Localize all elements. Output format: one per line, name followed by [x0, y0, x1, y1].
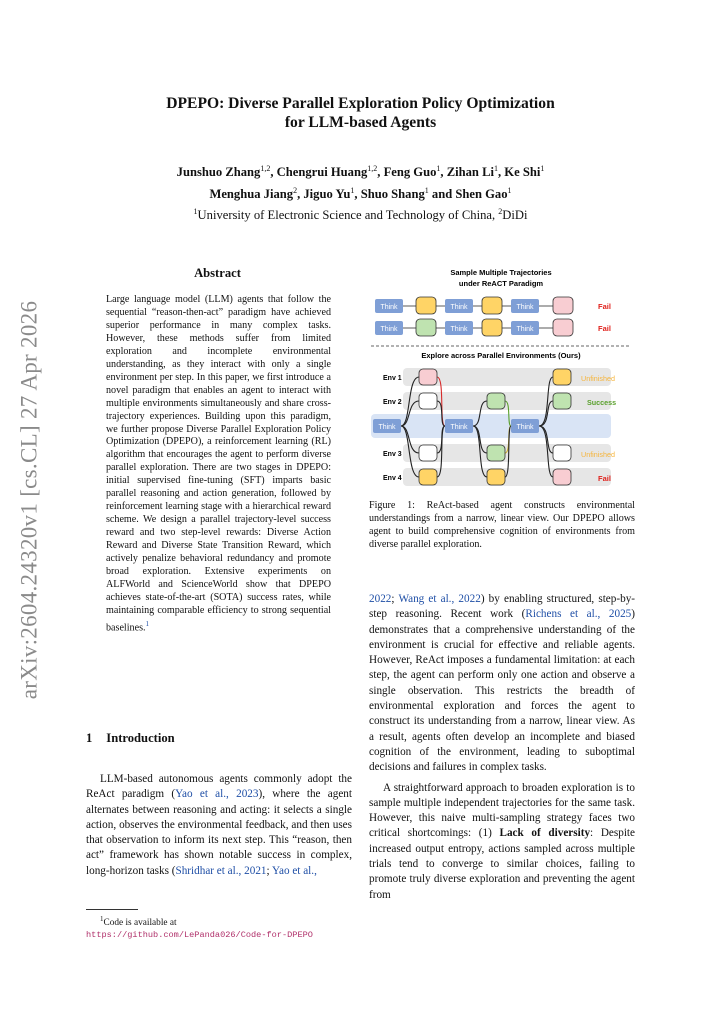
text-run: ;: [266, 864, 273, 877]
env-action-node: [487, 393, 505, 409]
action-node: [482, 319, 502, 336]
arxiv-identifier-text: arXiv:2604.24320v1 [cs.CL] 27 Apr 2026: [16, 300, 41, 700]
env-action-node: [487, 445, 505, 461]
text-run: LLM-based autonomous agents commonly adopt the ReAct paradigm (: [86, 773, 352, 801]
text-run: ) demonstrates that a comprehensive understanding of the environment is crucial for effective and reliable agents. However, ReAct imposes a fundamental limitation: at each step, the agent can perform only one action and observe a single observation. This restricts the breadth of environmental exploration and forces the agent to construct its understanding from a narrow, linear view. As a result, agents often develop an incomplete and biased cognition of the environment, leading to suboptimal decisions and failures in complex tasks.: [369, 608, 635, 774]
outcome-label: Fail: [598, 474, 611, 483]
env-label: Env 3: [383, 451, 402, 458]
env-action-node: [553, 445, 571, 461]
affiliation-mark: 1,2: [367, 164, 378, 173]
env-action-node: [419, 445, 437, 461]
author-line-1: Junshuo Zhang$^{1,2}$, Chengrui Huang$^{1,2}$, Feng Guo$^1$, Zihan Li$^1$, Ke Shi$^1$: [176, 164, 545, 180]
think-label: Think: [450, 304, 468, 311]
action-node: [416, 297, 436, 314]
citation-link[interactable]: 2022: [369, 593, 392, 605]
action-node: [553, 297, 573, 314]
author-line-2: Menghua Jiang$^2$, Jiguo Yu$^1$, Shuo Shang$^1$ and Shen Gao$^1$: [209, 185, 512, 201]
env-label: Env 1: [383, 375, 402, 382]
paragraph: [369, 592, 635, 776]
outcome-label: Unfinished: [581, 450, 615, 459]
author-name: Zihan Li: [446, 165, 494, 180]
react-trajectory-2: [375, 319, 611, 336]
footnote-mark: 1: [100, 915, 104, 923]
footnote: [86, 913, 352, 941]
action-node: [553, 319, 573, 336]
text-run: ;: [391, 593, 399, 605]
paper-title: [80, 94, 641, 132]
affiliation-1: University of Electronic Science and Technology of China,: [197, 208, 499, 223]
text-run: A straightforward approach to broaden exploration is to sample multiple independent trajectories for the same task. However, this naive multi-sampling strategy faces two critical shortcomings: (1): [369, 781, 635, 840]
author-name: Chengrui Huang: [276, 165, 368, 180]
env-action-node: [419, 369, 437, 385]
footnote-mark[interactable]: 1: [145, 619, 150, 628]
author-name: Menghua Jiang: [209, 186, 294, 201]
affiliation-2: DiDi: [502, 208, 528, 223]
bottom-panel-title: Explore across Parallel Environments (Ours): [421, 351, 581, 360]
section-number: 1: [86, 731, 93, 745]
text-run: ), where the agent alternates between reasoning and acting: it selects a single action, observes the environmental feedback, and then uses that observation to inform its next step. This “reason, then act” framework has shown notable success in complex, long-horizon tasks (: [86, 788, 352, 877]
think-label: Think: [516, 424, 534, 431]
think-label: Think: [450, 424, 468, 431]
action-node: [416, 319, 436, 336]
affiliation-mark: 2: [498, 207, 503, 217]
env-label: Env 2: [383, 399, 402, 406]
title-line-2: for LLM-based Agents: [284, 114, 437, 131]
affiliation-mark: 2: [293, 185, 298, 195]
citation-link[interactable]: Wang et al., 2022: [398, 593, 481, 605]
affiliation-mark: 1: [507, 185, 512, 195]
fail-label: Fail: [598, 302, 611, 311]
author-name: Feng Guo: [383, 165, 437, 180]
think-label: Think: [516, 326, 534, 333]
figure-diagram: [369, 262, 634, 492]
abstract-body: [106, 294, 331, 635]
citation-link[interactable]: Yao et al.,: [272, 864, 317, 877]
figure-1: [369, 262, 634, 492]
affiliation-mark: 1: [424, 185, 429, 195]
outcome-label: Unfinished: [581, 374, 615, 383]
think-label: Think: [450, 326, 468, 333]
think-label: Think: [380, 326, 398, 333]
affiliation-mark: 1: [436, 164, 441, 173]
affiliation-mark: 1,2: [260, 164, 271, 173]
title-line-1: DPEPO: Diverse Parallel Exploration Policy Optimization: [166, 95, 555, 112]
think-label: Think: [380, 304, 398, 311]
outcome-label: Success: [587, 398, 617, 407]
affiliation-mark: 1: [540, 164, 545, 173]
code-link[interactable]: https://github.com/LePanda026/Code-for-DPEPO: [86, 930, 313, 941]
author-block: [80, 160, 641, 225]
env-label: Env 4: [383, 475, 402, 482]
react-trajectory-1: [375, 297, 611, 314]
env-action-node: [419, 469, 437, 485]
citation-link[interactable]: Yao et al., 2023: [175, 788, 259, 801]
env-action-node: [553, 393, 571, 409]
section-title: Introduction: [106, 731, 175, 745]
author-name: Jiguo Yu: [303, 186, 351, 201]
affiliation-mark: 1: [493, 164, 498, 173]
text-run: : Despite increased output entropy, actions sampled across multiple trials tend to converge to similar choices, failing to promote truly diverse exploration and preventing the agent from: [369, 827, 635, 901]
citation-link[interactable]: Shridhar et al., 2021: [175, 864, 267, 877]
section-heading: [86, 731, 175, 746]
top-panel-title: Sample Multiple Trajectories: [450, 268, 552, 277]
figure-caption: Figure 1: ReAct-based agent constructs environmental understandings from a narrow, linear view. Our DPEPO allows agent to build comprehensive cognition of environments from diverse parallel exploration.: [369, 500, 635, 550]
paragraph: [369, 781, 635, 903]
think-label: Think: [378, 424, 396, 431]
env-action-node: [419, 393, 437, 409]
env-action-node: [553, 469, 571, 485]
env-action-node: [553, 369, 571, 385]
author-name: Junshuo Zhang: [176, 165, 261, 180]
author-name: Ke Shi: [504, 165, 541, 180]
author-name: Shuo Shang: [360, 186, 425, 201]
emphasis-text: Lack of diversity: [499, 827, 591, 840]
arxiv-identifier: [4, 290, 54, 710]
think-label: Think: [516, 304, 534, 311]
abstract-text: Large language model (LLM) agents that follow the sequential “reason-then-act” paradigm have achieved superior performance in many complex tasks. However, these methods suffer from limited exploration and incomplete environmental understanding, as they interact with only a single environment per step. In this paper, we first introduce a novel paradigm that enables an agent to interact with multiple environments simultaneously and share cross-trajectory experiences. Building upon this paradigm, we further propose Diverse Parallel Exploration Policy Optimization (DPEPO), a reinforcement learning (RL) algorithm that encourages the agent to perform diverse parallel exploration. There are two stages in DPEPO: initial supervised fine-tuning (SFT) imparts basic parallel reasoning and action generation, followed by reinforcement learning stage with a hierarchical reward scheme. We design a parallel trajectory-level success reward and two step-level rewards: Diverse Action Reward and Diverse State Transition Reward, which actively penalize behavioral redundancy and promote broad exploration. Extensive experiments on ALFWorld and ScienceWorld show that DPEPO achieves state-of-the-art (SOTA) success rates, while maintaining comparable efficiency to strong sequential baselines.: [106, 294, 331, 634]
action-node: [482, 297, 502, 314]
abstract-heading: Abstract: [194, 266, 241, 280]
top-panel-subtitle: under ReACT Paradigm: [458, 279, 544, 288]
paragraph: [86, 772, 352, 879]
env-action-node: [487, 469, 505, 485]
author-name: Shen Gao: [455, 186, 508, 201]
fail-label: Fail: [598, 324, 611, 333]
text-run: ) by enabling structured, step-by-step reasoning. Recent work (: [369, 593, 636, 621]
footnote-divider: [86, 909, 138, 910]
citation-link[interactable]: Richens et al., 2025: [525, 608, 632, 621]
intro-left-column: [86, 772, 352, 879]
footnote-text: Code is available at: [103, 918, 177, 929]
intro-right-column: [369, 592, 635, 903]
affiliation-mark: 1: [193, 207, 198, 217]
affiliation-mark: 1: [350, 185, 355, 195]
affiliations: [80, 203, 641, 225]
